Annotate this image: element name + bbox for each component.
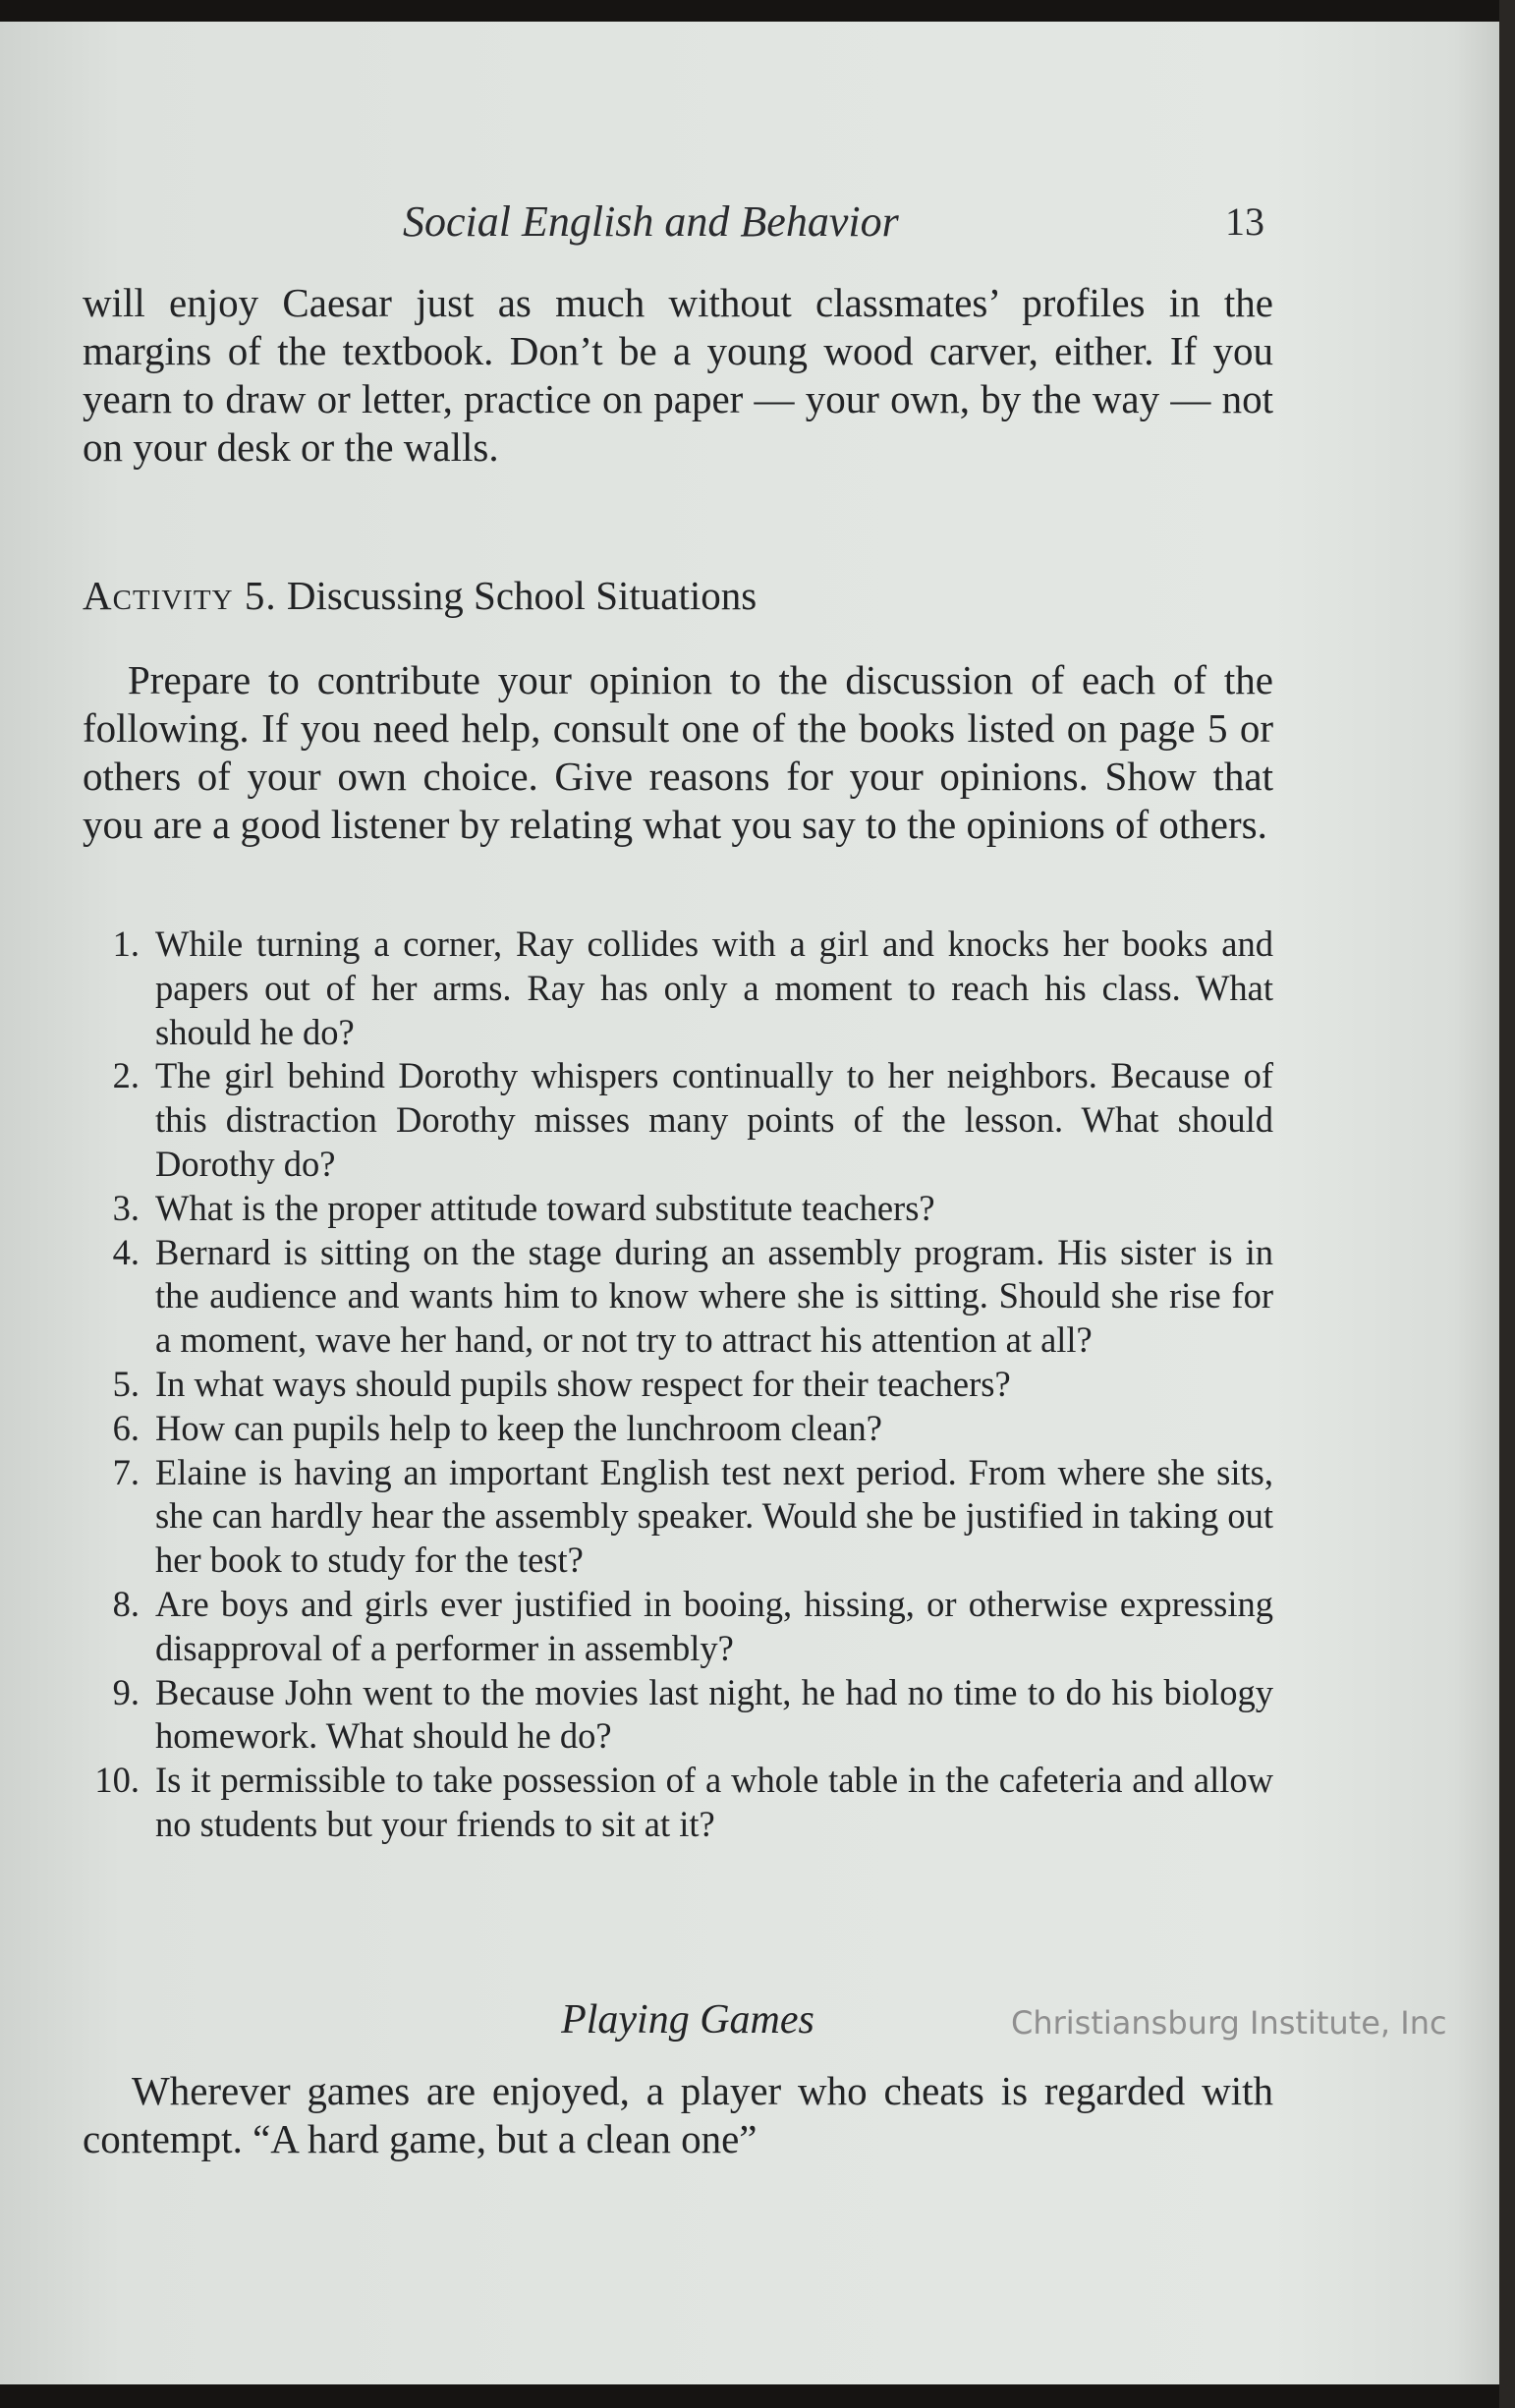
item-text: While turning a corner, Ray collides with a girl and knocks her books and papers out of her arms. Ray has only a moment to reach his class. What should he do? (155, 924, 1273, 1052)
activity-title: Discussing School Situations (286, 573, 758, 618)
item-text: How can pupils help to keep the lunchroom clean? (155, 1407, 882, 1448)
item-text: Bernard is sitting on the stage during an assembly program. His sister is in the audience and wants him to know where she is sitting. Should she rise for a moment, wave her hand, or not try to attract his attention at all? (155, 1231, 1273, 1361)
item-number: 4. (112, 1231, 140, 1272)
question-list (83, 923, 1273, 1847)
intro-paragraph: will enjoy Caesar just as much without classmates’ profiles in the margins of the textbook. Don’t be a young wood carver, either. If you yearn to draw or letter, practice on paper — your own, by the way — not on your desk or the walls. (83, 280, 1273, 470)
item-number: 3. (112, 1187, 140, 1228)
list-item (83, 1363, 1273, 1407)
item-number: 10. (94, 1760, 140, 1801)
item-number: 2. (112, 1055, 140, 1096)
item-text: Elaine is having an important English test next period. From where she sits, she can hardly hear the assembly speaker. Would she be justified in taking out her book to study for the test? (155, 1451, 1273, 1581)
page-number: 13 (1225, 199, 1264, 244)
activity-instructions: Prepare to contribute your opinion to the discussion of each of the following. If you need help, consult one of the books listed on page 5 or others of your own choice. Give reasons for your opinions. Show that you are a good listener by relating what you say to the opinions of others. (83, 657, 1273, 847)
book-page (0, 22, 1499, 2384)
item-number: 5. (112, 1363, 140, 1404)
item-number: 6. (112, 1407, 140, 1448)
page-edge (1499, 0, 1515, 2408)
item-number: 8. (112, 1583, 140, 1624)
item-number: 7. (112, 1451, 140, 1492)
list-item (83, 923, 1273, 1054)
item-number: 1. (112, 924, 140, 964)
list-item (83, 1583, 1273, 1671)
running-title: Social English and Behavior (403, 197, 899, 246)
section-paragraph: Wherever games are enjoyed, a player who cheats is regarded with contempt. “A hard game, but a clean one” (83, 2068, 1273, 2161)
list-item (83, 1187, 1273, 1231)
item-text: Is it permissible to take possession of a whole table in the cafeteria and allow no students but your friends to sit at it? (155, 1760, 1273, 1844)
section-heading: Playing Games (561, 1997, 814, 2043)
list-item (83, 1054, 1273, 1186)
item-text: Because John went to the movies last night, he had no time to do his biology homework. What should he do? (155, 1671, 1273, 1757)
list-item (83, 1407, 1273, 1451)
activity-label: Activity 5. (83, 573, 277, 618)
item-number: 9. (112, 1671, 140, 1712)
list-item (83, 1451, 1273, 1583)
list-item (83, 1231, 1273, 1363)
item-text: In what ways should pupils show respect for their teachers? (155, 1363, 1011, 1404)
item-text: What is the proper attitude toward substitute teachers? (155, 1187, 935, 1228)
list-item (83, 1671, 1273, 1760)
item-text: Are boys and girls ever justified in booing, hissing, or otherwise expressing disapproval of a performer in assembly? (155, 1583, 1273, 1668)
activity-heading (83, 572, 757, 620)
watermark: Christiansburg Institute, Inc (1011, 2004, 1447, 2042)
item-text: The girl behind Dorothy whispers continually to her neighbors. Because of this distraction Dorothy misses many points of the lesson. What should Dorothy do? (155, 1055, 1273, 1184)
list-item (83, 1759, 1273, 1847)
